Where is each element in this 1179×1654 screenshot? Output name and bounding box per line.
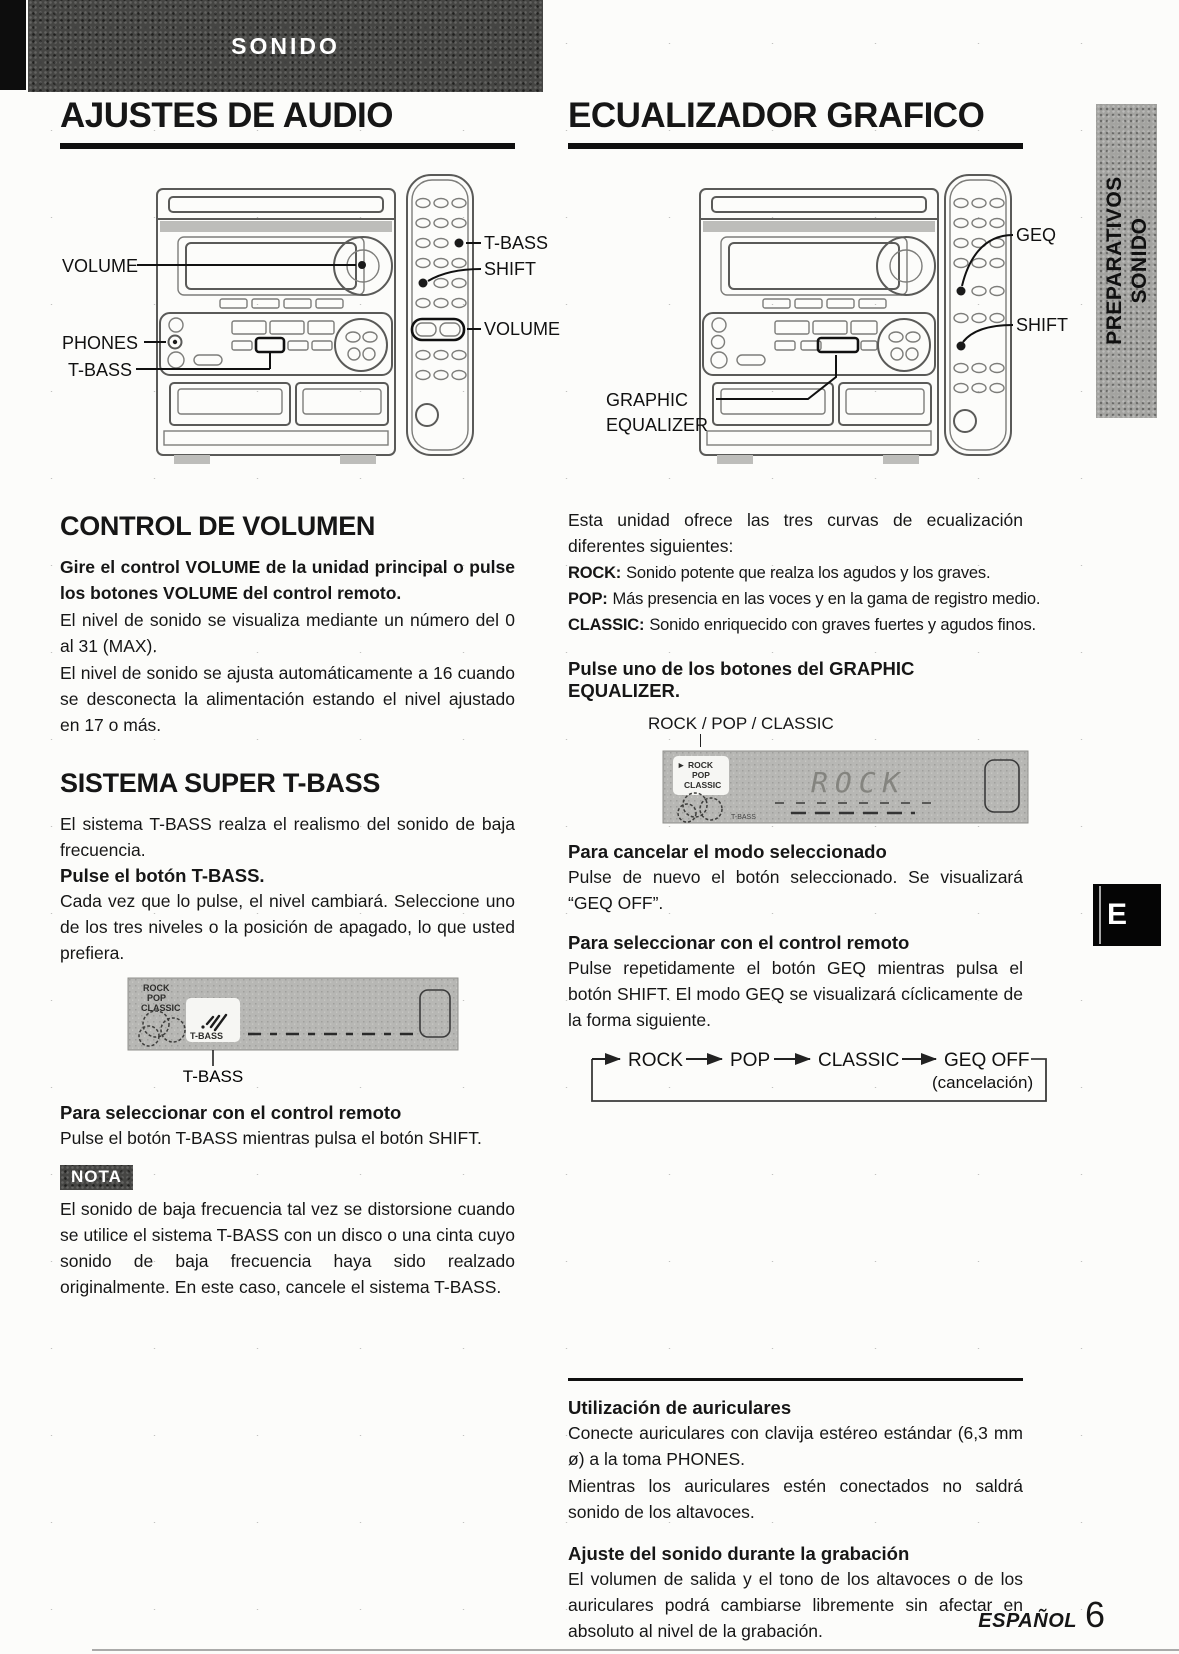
flow-geq-off: GEQ OFF: [944, 1050, 1030, 1071]
callout-graphic-equalizer-line1: GRAPHIC: [606, 390, 689, 410]
tbass-sub2: Para seleccionar con el control remoto: [60, 1102, 402, 1123]
eq-press-heading: Pulse uno de los botones del GRAPHIC EQUALIZER.: [568, 658, 915, 701]
page-footer: [860, 1594, 1105, 1636]
callout-phones: PHONES: [62, 333, 139, 353]
remote-select-text: Pulse repetidamente el botón GEQ mientras pulsa el botón SHIFT. El modo GEQ se visualizará cíclicamente de la forma siguiente.: [568, 958, 1023, 1030]
audio-adjust-diagram: [60, 163, 561, 481]
audio-adjust-figure: [60, 163, 561, 481]
callout-shift-right: SHIFT: [1016, 315, 1068, 335]
recording-heading: Ajuste del sonido durante la grabación: [568, 1543, 910, 1564]
remote-control-illustration: [407, 175, 473, 455]
remote-control-illustration-right: [945, 175, 1011, 455]
eq-display-figure: [663, 751, 1023, 825]
flow-classic: CLASSIC: [818, 1050, 900, 1071]
eq-display-label: ROCK / POP / CLASSIC: [648, 714, 834, 733]
remote-select-heading: Para seleccionar con el control remoto: [568, 932, 910, 953]
recording-text: El volumen de salida y el tono de los altavoces o de los auriculares podrá cambiarse libremente sin afectar en absoluto al nivel de la grabación.: [568, 1569, 1023, 1641]
chapter-banner-title: SONIDO: [231, 32, 340, 59]
mode-classic: CLASSIC: [684, 780, 722, 790]
headphones-p2: Mientras los auriculares estén conectados no saldrá sonido de los altavoces.: [568, 1476, 1023, 1522]
callout-remote-shift: SHIFT: [484, 259, 536, 279]
eq-display-art: [663, 751, 1031, 825]
flow-cancel-note: (cancelación): [932, 1073, 1034, 1092]
callout-remote-volume: VOLUME: [484, 319, 561, 339]
display-band: [128, 978, 458, 1050]
tbass-p1: El sistema T-BASS realza el realismo del sonido de baja frecuencia.: [60, 814, 515, 860]
left-page-title: AJUSTES DE AUDIO: [60, 96, 515, 149]
edge-tab-line1: PREPARATIVOS: [1102, 176, 1126, 345]
language-edge-badge: [1093, 884, 1161, 946]
display-readout: ROCK: [811, 766, 907, 799]
tbass-small-label: T-BASS: [731, 814, 756, 821]
left-column: [60, 96, 561, 1301]
mode-pop: POP: [692, 770, 710, 780]
volume-p2: El nivel de sonido se ajusta automáticamente a 16 cuando se desconecta la alimentación estando el nivel ajustado en 17 o más.: [60, 663, 515, 735]
equalizer-figure: [568, 163, 1068, 481]
right-column: [568, 96, 1068, 1113]
callout-volume: VOLUME: [62, 256, 139, 276]
mode-rock: ROCK: [688, 760, 714, 770]
scan-edge-line: [92, 1649, 1179, 1651]
tbass-caption: T-BASS: [182, 1067, 244, 1086]
headphones-heading: Utilización de auriculares: [568, 1397, 792, 1418]
equalizer-diagram: [568, 163, 1068, 481]
diagram-callouts-right: [606, 225, 1068, 435]
edge-tab-line2: SONIDO: [1127, 217, 1151, 304]
eq-curve-rock: ROCK: Sonido potente que realza los agudos y los graves.: [568, 564, 991, 582]
eq-curve-classic: CLASSIC: Sonido enriquecido con graves fuertes y agudos finos.: [568, 616, 1036, 634]
tbass-indicator-label: T-BASS: [190, 1031, 224, 1041]
eq-intro: Esta unidad ofrece las tres curvas de ecualización diferentes siguientes:: [568, 510, 1023, 556]
headphones-p1: Conecte auriculares con clavija estéreo estándar (6,3 mm ø) a la toma PHONES.: [568, 1423, 1023, 1469]
edge-section-tab-text: [1096, 104, 1157, 417]
tbass-sub1: Pulse el botón T-BASS.: [60, 865, 265, 886]
tbass-section-heading: SISTEMA SUPER T-BASS: [60, 768, 381, 798]
geq-cycle-diagram: [576, 1043, 1054, 1113]
tbass-p3: Pulse el botón T-BASS mientras pulsa el botón SHIFT.: [60, 1128, 482, 1148]
tbass-display-figure: [128, 978, 515, 1086]
footer-language: ESPAÑOL: [978, 1610, 1077, 1632]
volume-p1: El nivel de sonido se visualiza mediante un número del 0 al 31 (MAX).: [60, 610, 515, 656]
pointer-icon: ►: [677, 760, 686, 770]
chapter-banner: [28, 0, 543, 92]
cancel-heading: Para cancelar el modo seleccionado: [568, 841, 887, 862]
footer-page-number: 6: [1084, 1594, 1105, 1635]
right-page-title: ECUALIZADOR GRAFICO: [568, 96, 1023, 149]
mini-stereo-illustration-right: [700, 189, 938, 464]
flow-rock: ROCK: [628, 1050, 683, 1071]
tbass-p2: Cada vez que lo pulse, el nivel cambiará. Seleccione uno de los tres niveles o la posición de apagado, lo que usted prefiera.: [60, 891, 515, 963]
note-text: El sonido de baja frecuencia tal vez se distorsione cuando se utilice el sistema T-BASS con un disco o una cinta cuyo sonido de baja frecuencia haya sido realzado originalmente. En este caso, cancele el sistema T-BASS.: [60, 1199, 515, 1297]
display-mode-rock: ROCK: [143, 983, 170, 993]
geq-cycle-figure: [576, 1043, 1034, 1113]
note-badge: NOTA: [60, 1165, 133, 1190]
cancel-text: Pulse de nuevo el botón seleccionado. Se visualizará “GEQ OFF”.: [568, 867, 1023, 913]
language-edge-badge-letter: E: [1107, 898, 1128, 931]
volume-section-heading: CONTROL DE VOLUMEN: [60, 511, 376, 541]
eq-display-tick: [700, 734, 701, 747]
volume-lead: Gire el control VOLUME de la unidad principal o pulse los botones VOLUME del control remoto.: [60, 557, 515, 603]
mini-stereo-illustration: [157, 189, 395, 464]
callout-remote-tbass: T-BASS: [484, 233, 549, 253]
eq-curve-pop: POP: Más presencia en las voces y en la gama de registro medio.: [568, 590, 1041, 608]
display-mode-pop: POP: [147, 993, 167, 1003]
callout-graphic-equalizer-line2: EQUALIZER: [606, 415, 709, 435]
tbass-display-art: [128, 978, 458, 1086]
flow-pop: POP: [730, 1050, 771, 1071]
callout-geq: GEQ: [1016, 225, 1057, 245]
scan-corner-mark: [0, 0, 26, 90]
section-divider: [568, 1378, 1023, 1381]
display-mode-classic: CLASSIC: [141, 1003, 181, 1013]
edge-section-tab: [1096, 104, 1157, 418]
callout-tbass: T-BASS: [68, 360, 133, 380]
